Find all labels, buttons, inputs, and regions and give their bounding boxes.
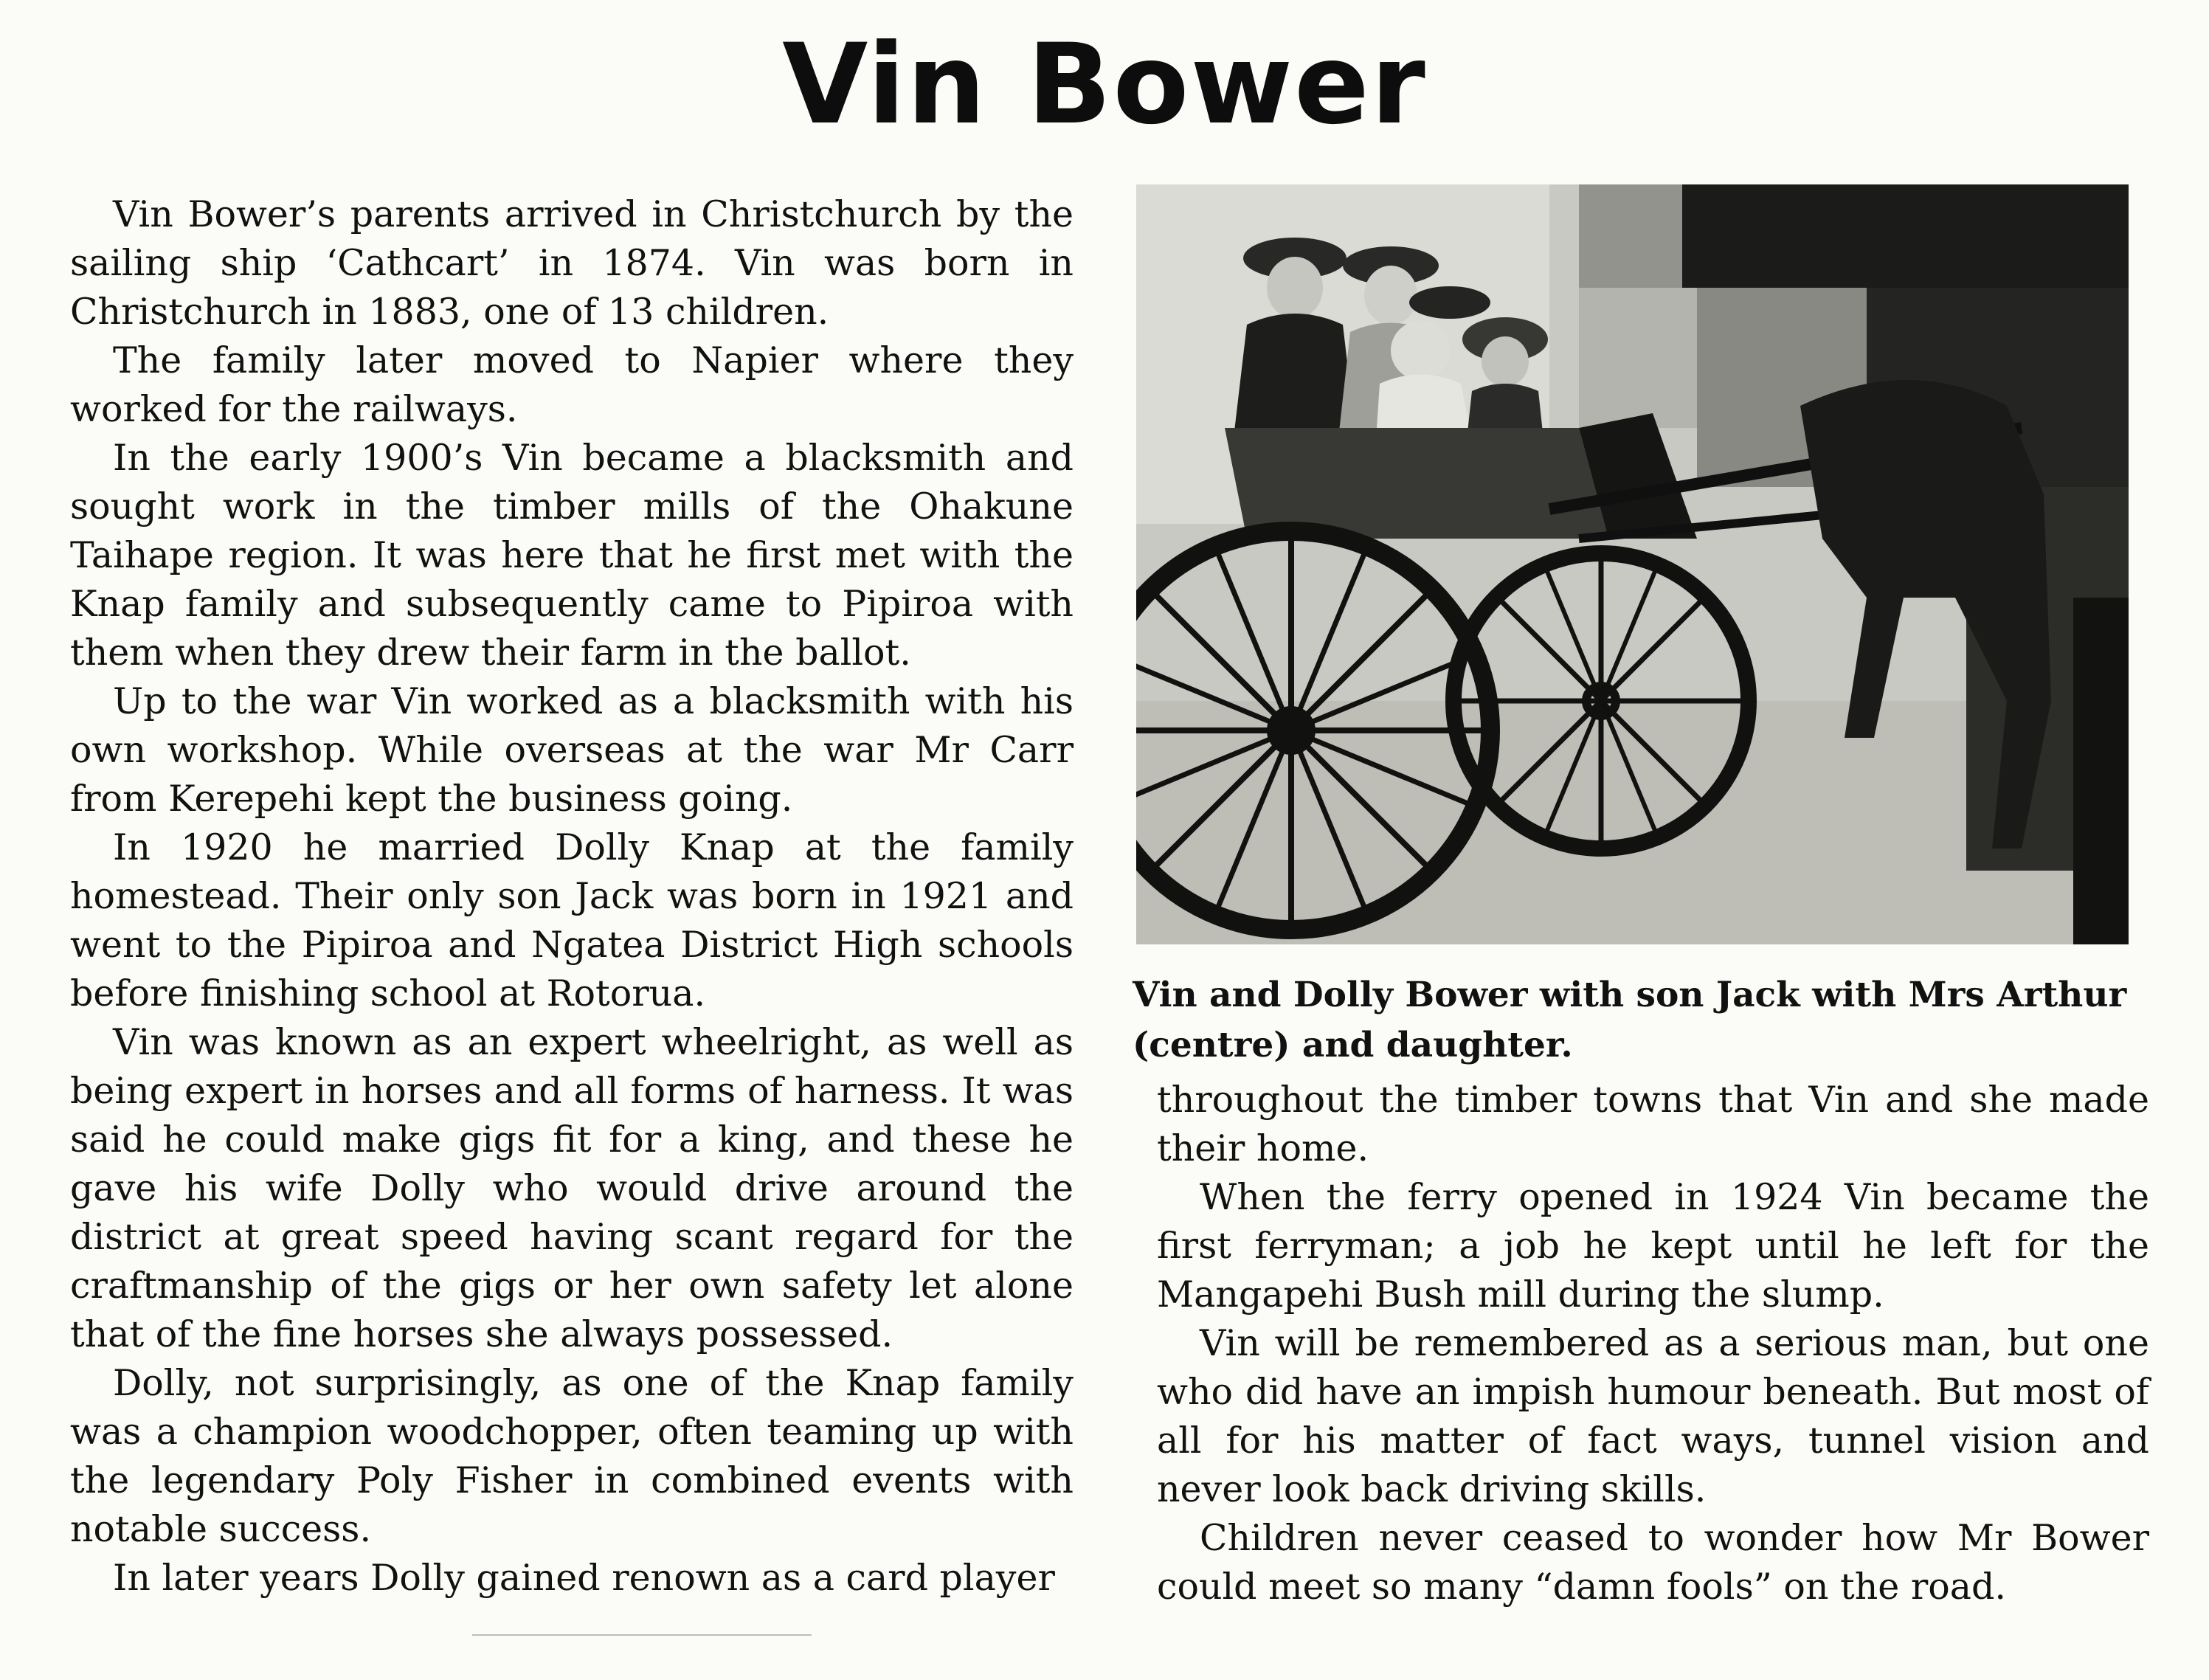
paragraph: Vin Bower’s parents arrived in Christchurch by the sailing ship ‘Cathcart’ in 1874. Vin was born in Christchurch in 1883, one of 13 children. [70, 193, 1074, 333]
family-gig-photo [1136, 184, 2129, 944]
paragraph: Dolly, not surprisingly, as one of the Knap family was a champion woodchopper, often teaming up with the legendary Poly Fisher in combined events with notable success. [70, 1362, 1074, 1550]
paragraph: Vin will be remembered as a serious man, but one who did have an impish humour beneath. But most of all for his matter of fact ways, tunnel vision and never look back driving skills. [1157, 1322, 2149, 1510]
right-column [1157, 1076, 2149, 1611]
left-column [70, 190, 1074, 1603]
paragraph-continued: throughout the timber towns that Vin and she made their home. [1157, 1079, 2149, 1169]
paragraph: When the ferry opened in 1924 Vin became the first ferryman; a job he kept until he left for the Mangapehi Bush mill during the slump. [1157, 1176, 2149, 1316]
photo-caption: Vin and Dolly Bower with son Jack with Mrs Arthur (centre) and daughter. [1133, 975, 2127, 1065]
paragraph: Children never ceased to wonder how Mr Bower could meet so many “damn fools” on the road. [1157, 1517, 2149, 1608]
article-title: Vin Bower [782, 21, 1427, 149]
paragraph: Vin was known as an expert wheelright, as well as being expert in horses and all forms of harness. It was said he could make gigs fit for a king, and these he gave his wife Dolly who would drive around the district at great speed having scant regard for the craftmanship of the gigs or her own safety let alone that of the fine horses she always possessed. [70, 1021, 1074, 1355]
paragraph: In later years Dolly gained renown as a card player [113, 1557, 1055, 1599]
paragraph: In the early 1900’s Vin became a blacksmith and sought work in the timber mills of the Ohakune Taihape region. It was here that he first met with the Knap family and subsequently came to Pipiroa with them when they drew their farm in the ballot. [70, 437, 1074, 674]
bottom-rule [472, 1634, 812, 1636]
paragraph: In 1920 he married Dolly Knap at the family homestead. Their only son Jack was born in 1921 and went to the Pipiroa and Ngatea District High schools before finishing school at Rotorua. [70, 826, 1074, 1014]
paragraph: The family later moved to Napier where they worked for the railways. [70, 339, 1074, 430]
paragraph: Up to the war Vin worked as a blacksmith with his own workshop. While overseas at the war Mr Carr from Kerepehi kept the business going. [70, 680, 1074, 820]
